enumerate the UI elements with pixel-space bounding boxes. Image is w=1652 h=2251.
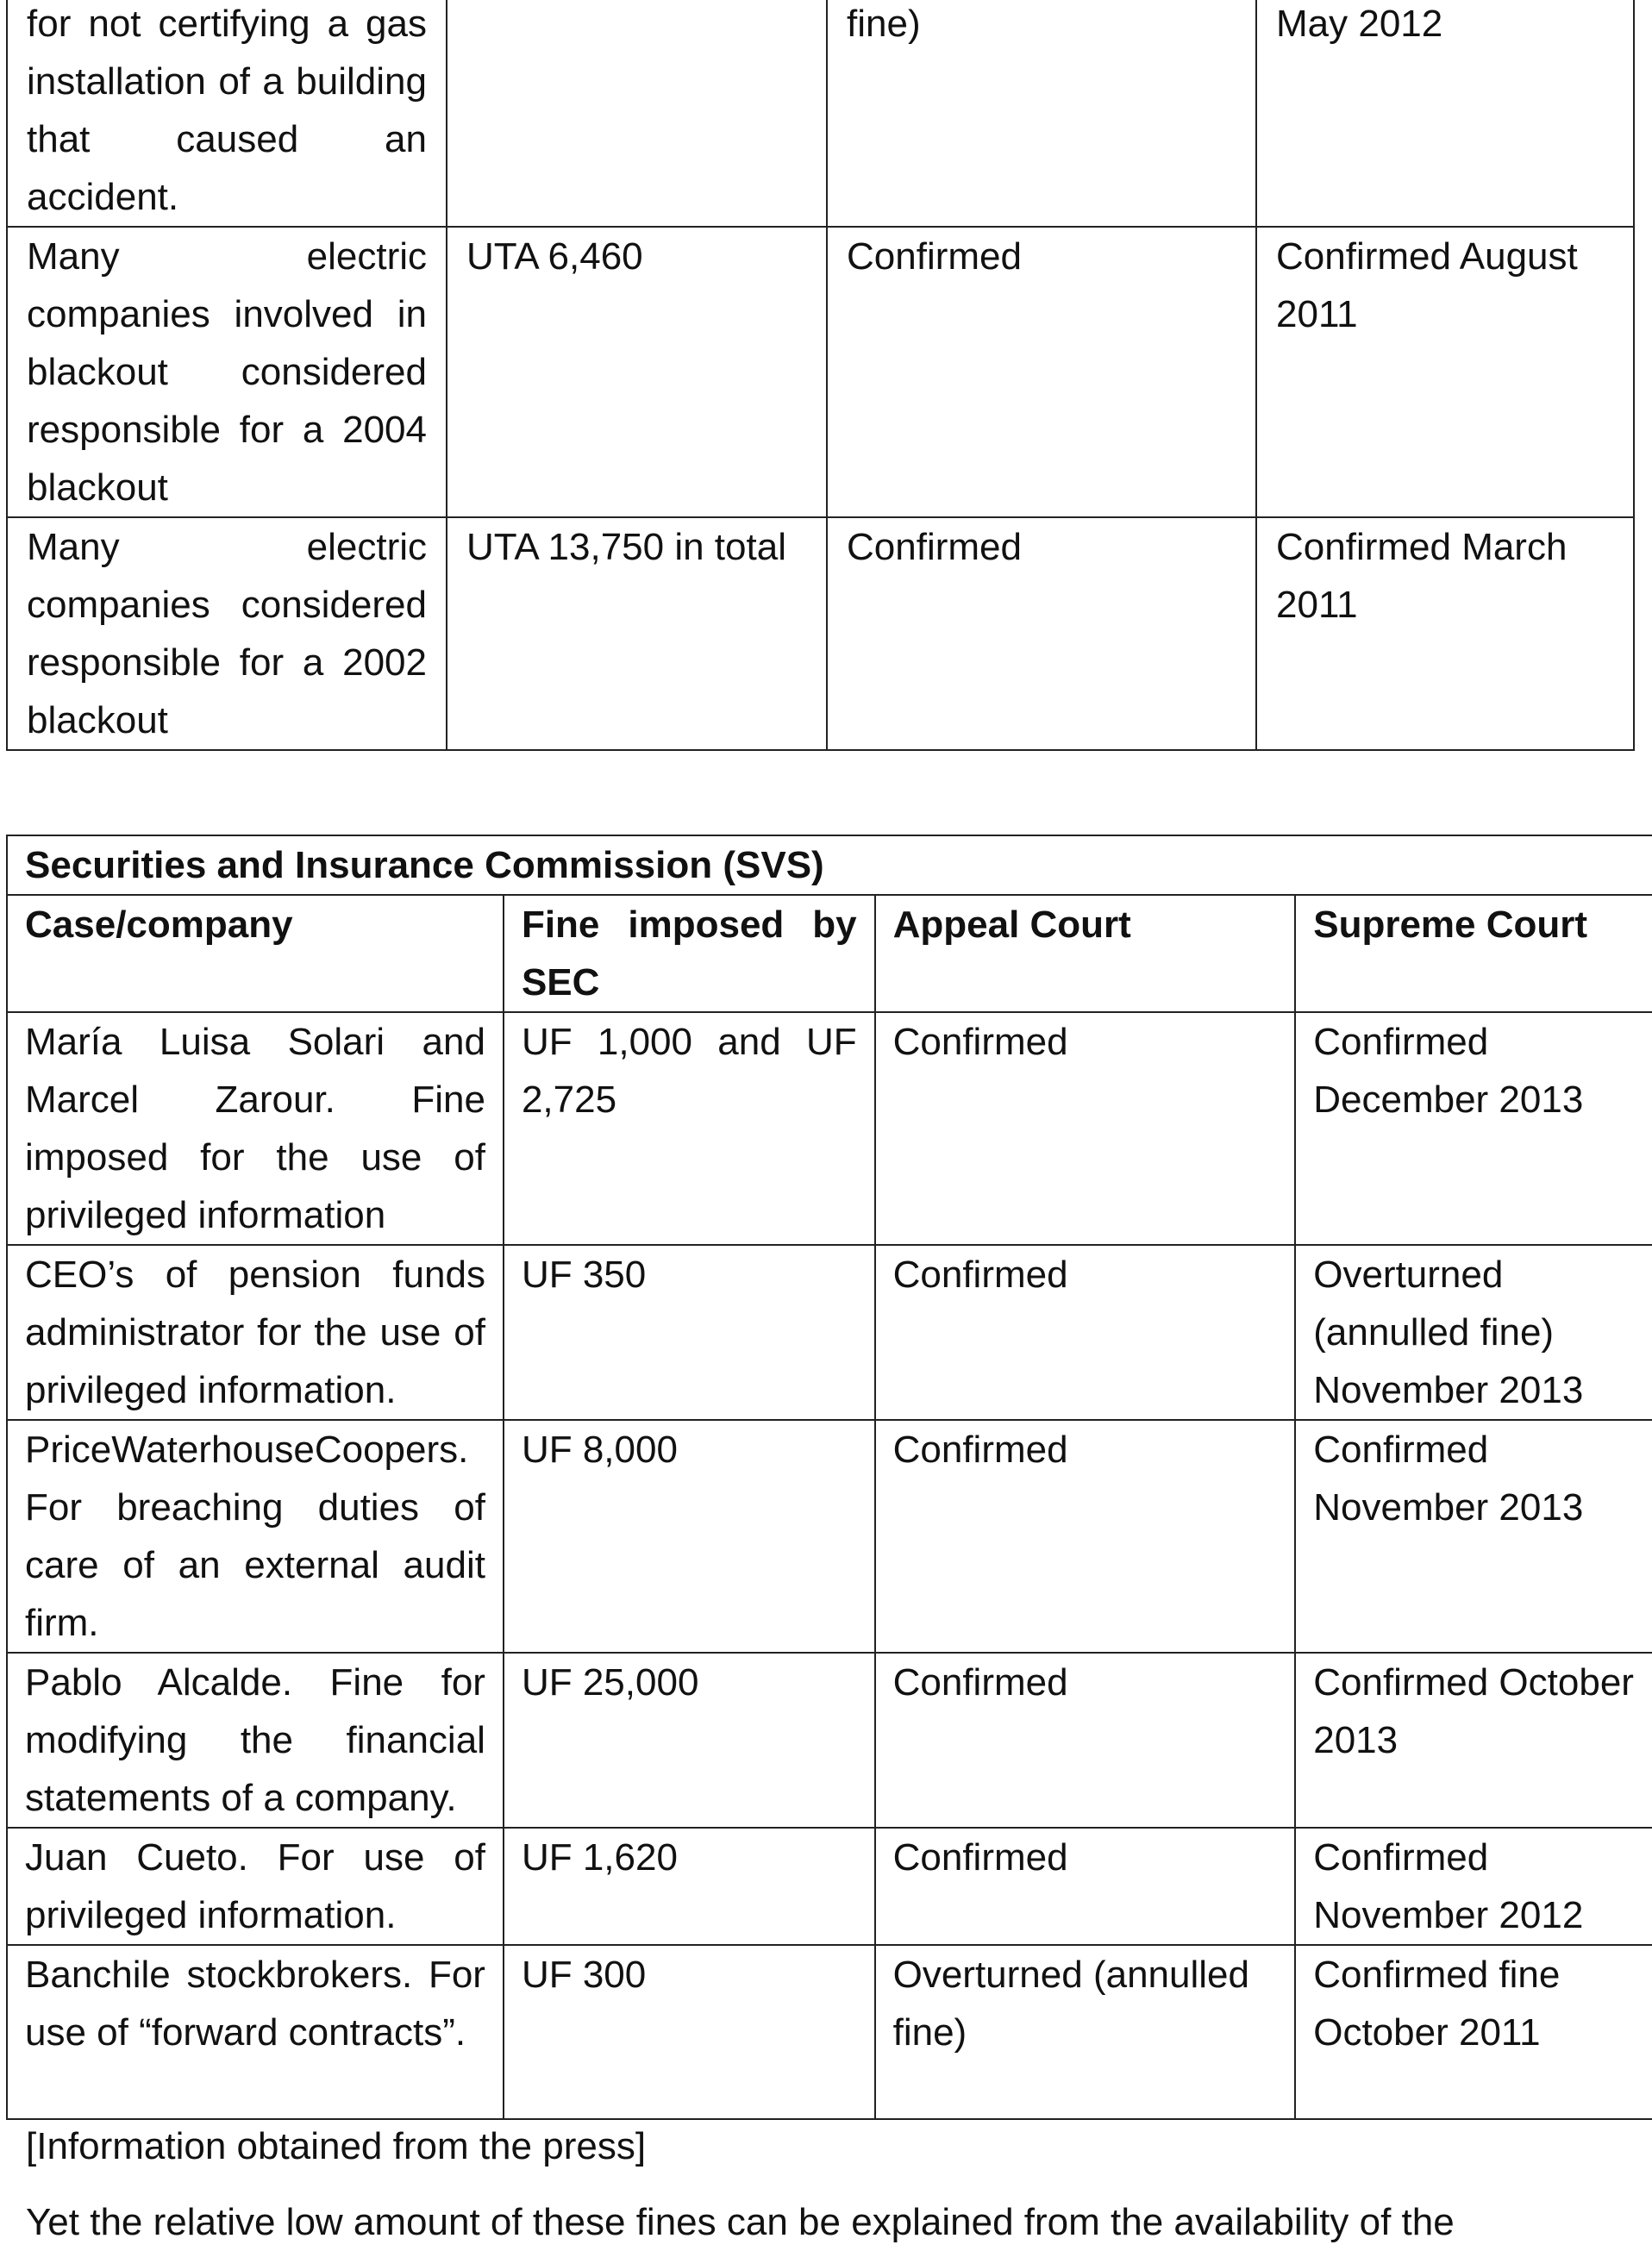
case-cell: Pablo Alcalde. Fine for modifying the financial statements of a company. [7,1653,504,1828]
appeal-court-cell: Confirmed [827,517,1256,750]
supreme-court-cell: Confirmed November 2013 [1295,1420,1652,1653]
case-cell: Many electric companies considered responsible for a 2002 blackout [7,517,447,750]
source-note: [Information obtained from the press] [26,2125,647,2167]
case-cell: Banchile stockbrokers. For use of “forward contracts”. [7,1945,504,2119]
case-cell: Juan Cueto. For use of privileged information. [7,1828,504,1945]
table-row [7,1245,1652,1420]
fine-cell: UF 8,000 [504,1420,875,1653]
table-row [7,1653,1652,1828]
table-row [7,1420,1652,1653]
svs-cases-table [6,835,1652,2120]
fine-cell: UF 25,000 [504,1653,875,1828]
table-title-row [7,835,1652,895]
table-row [7,1945,1652,2119]
header-fine-imposed: Fine imposed by SEC [504,895,875,1012]
case-cell: María Luisa Solari and Marcel Zarour. Fine imposed for the use of privileged information [7,1012,504,1245]
supreme-court-cell: May 2012 [1256,0,1634,227]
appeal-court-cell: Confirmed [875,1828,1296,1945]
sec-cases-table-continued [6,0,1635,751]
header-case-company: Case/company [7,895,504,1012]
table-title: Securities and Insurance Commission (SVS) [7,835,1652,895]
appeal-court-cell: fine) [827,0,1256,227]
case-cell: CEO’s of pension funds administrator for the use of privileged information. [7,1245,504,1420]
table-row [7,1012,1652,1245]
table-row [7,517,1634,750]
fine-cell: UF 300 [504,1945,875,2119]
supreme-court-cell: Confirmed August 2011 [1256,227,1634,517]
appeal-court-cell: Confirmed [875,1420,1296,1653]
appeal-court-cell: Overturned (annulled fine) [875,1945,1296,2119]
supreme-court-cell: Confirmed fine October 2011 [1295,1945,1652,2119]
fine-cell: UTA 13,750 in total [447,517,827,750]
supreme-court-cell: Confirmed November 2012 [1295,1828,1652,1945]
table-row [7,227,1634,517]
header-appeal-court: Appeal Court [875,895,1296,1012]
case-cell: for not certifying a gas installation of a building that caused an accident. [7,0,447,227]
case-cell: Many electric companies involved in blackout considered responsible for a 2004 blackout [7,227,447,517]
appeal-court-cell: Confirmed [875,1012,1296,1245]
supreme-court-cell: Confirmed March 2011 [1256,517,1634,750]
supreme-court-cell: Overturned (annulled fine) November 2013 [1295,1245,1652,1420]
trailing-paragraph-text: Yet the relative low amount of these fines can be explained from the availability of the [26,2201,1455,2243]
supreme-court-cell: Confirmed December 2013 [1295,1012,1652,1245]
case-cell: PriceWaterhouseCoopers. For breaching duties of care of an external audit firm. [7,1420,504,1653]
supreme-court-cell: Confirmed October 2013 [1295,1653,1652,1828]
table-header-row [7,895,1652,1012]
fine-cell: UTA 6,460 [447,227,827,517]
appeal-court-cell: Confirmed [875,1245,1296,1420]
appeal-court-cell: Confirmed [827,227,1256,517]
fine-cell: UF 350 [504,1245,875,1420]
table-row [7,1828,1652,1945]
header-supreme-court: Supreme Court [1295,895,1652,1012]
fine-cell [447,0,827,227]
table-row [7,0,1634,227]
fine-cell: UF 1,000 and UF 2,725 [504,1012,875,1245]
fine-cell: UF 1,620 [504,1828,875,1945]
appeal-court-cell: Confirmed [875,1653,1296,1828]
